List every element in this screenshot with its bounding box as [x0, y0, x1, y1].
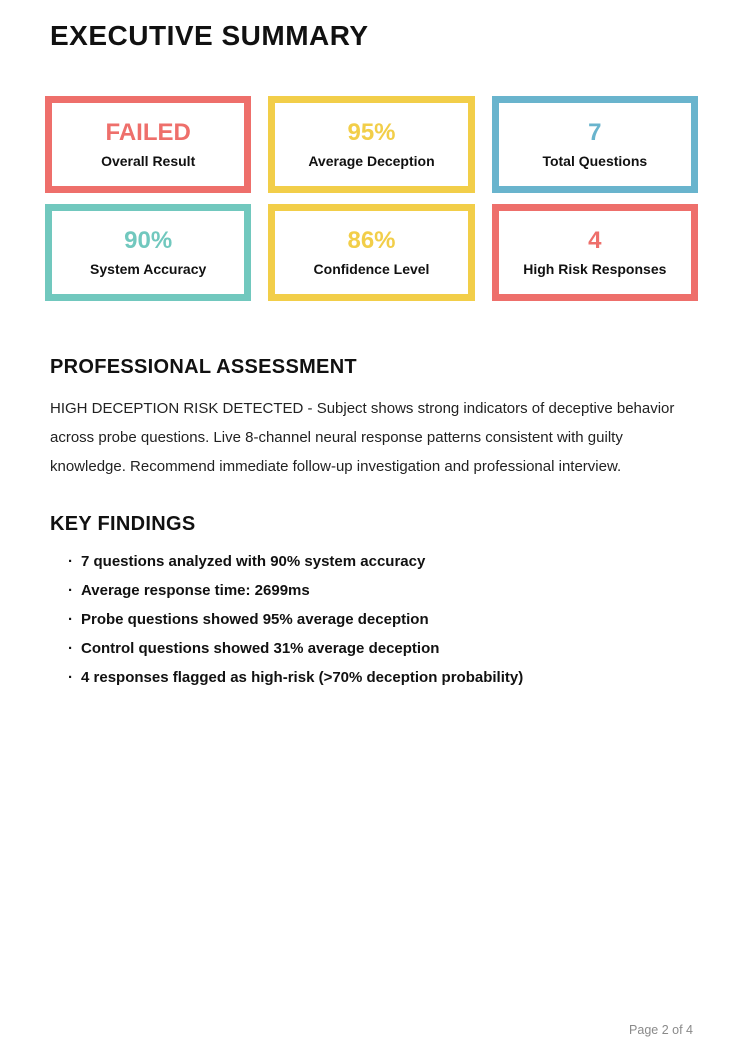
bullet-icon: ·	[68, 553, 73, 570]
stat-value: 4	[588, 227, 602, 254]
finding-item	[68, 641, 698, 657]
bullet-icon: ·	[68, 669, 73, 686]
finding-text: Control questions showed 31% average deception	[81, 640, 440, 657]
stat-card-high-risk-responses	[492, 204, 698, 301]
page-number: Page 2 of 4	[629, 1023, 693, 1037]
bullet-icon: ·	[68, 582, 73, 599]
finding-text: 7 questions analyzed with 90% system accuracy	[81, 553, 426, 570]
stat-label: System Accuracy	[90, 261, 207, 277]
stat-card-average-deception	[268, 96, 474, 193]
stat-label: Confidence Level	[313, 261, 430, 277]
finding-text: Probe questions showed 95% average deception	[81, 611, 429, 628]
stat-value: 7	[588, 119, 602, 146]
finding-item	[68, 612, 698, 628]
finding-item	[68, 583, 698, 599]
bullet-icon: ·	[68, 640, 73, 657]
bullet-icon: ·	[68, 611, 73, 628]
page-title: EXECUTIVE SUMMARY	[50, 20, 369, 51]
assessment-heading: PROFESSIONAL ASSESSMENT	[50, 356, 357, 378]
findings-heading: KEY FINDINGS	[50, 513, 196, 535]
stat-card-overall-result	[45, 96, 251, 193]
stat-label: Average Deception	[308, 153, 435, 169]
summary-cards	[45, 96, 698, 301]
finding-text: 4 responses flagged as high-risk (>70% deception probability)	[81, 669, 524, 686]
stat-label: Overall Result	[101, 153, 196, 169]
finding-item	[68, 554, 698, 570]
findings-list	[68, 554, 698, 686]
stat-value: 86%	[347, 227, 396, 254]
stat-value: FAILED	[105, 119, 191, 146]
finding-text: Average response time: 2699ms	[81, 582, 310, 599]
assessment-body-text: HIGH DECEPTION RISK DETECTED - Subject shows strong indicators of deceptive behavior across probe questions. Live 8-channel neural response patterns consistent with guilty knowledge. Recommend immediate follow-up investigation and professional interview.	[50, 400, 675, 475]
stat-card-total-questions	[492, 96, 698, 193]
stat-value: 95%	[347, 119, 396, 146]
stat-label: Total Questions	[542, 153, 648, 169]
stat-card-system-accuracy	[45, 204, 251, 301]
stat-value: 90%	[124, 227, 173, 254]
stat-card-confidence-level	[268, 204, 474, 301]
finding-item	[68, 670, 698, 686]
stat-label: High Risk Responses	[523, 261, 667, 277]
